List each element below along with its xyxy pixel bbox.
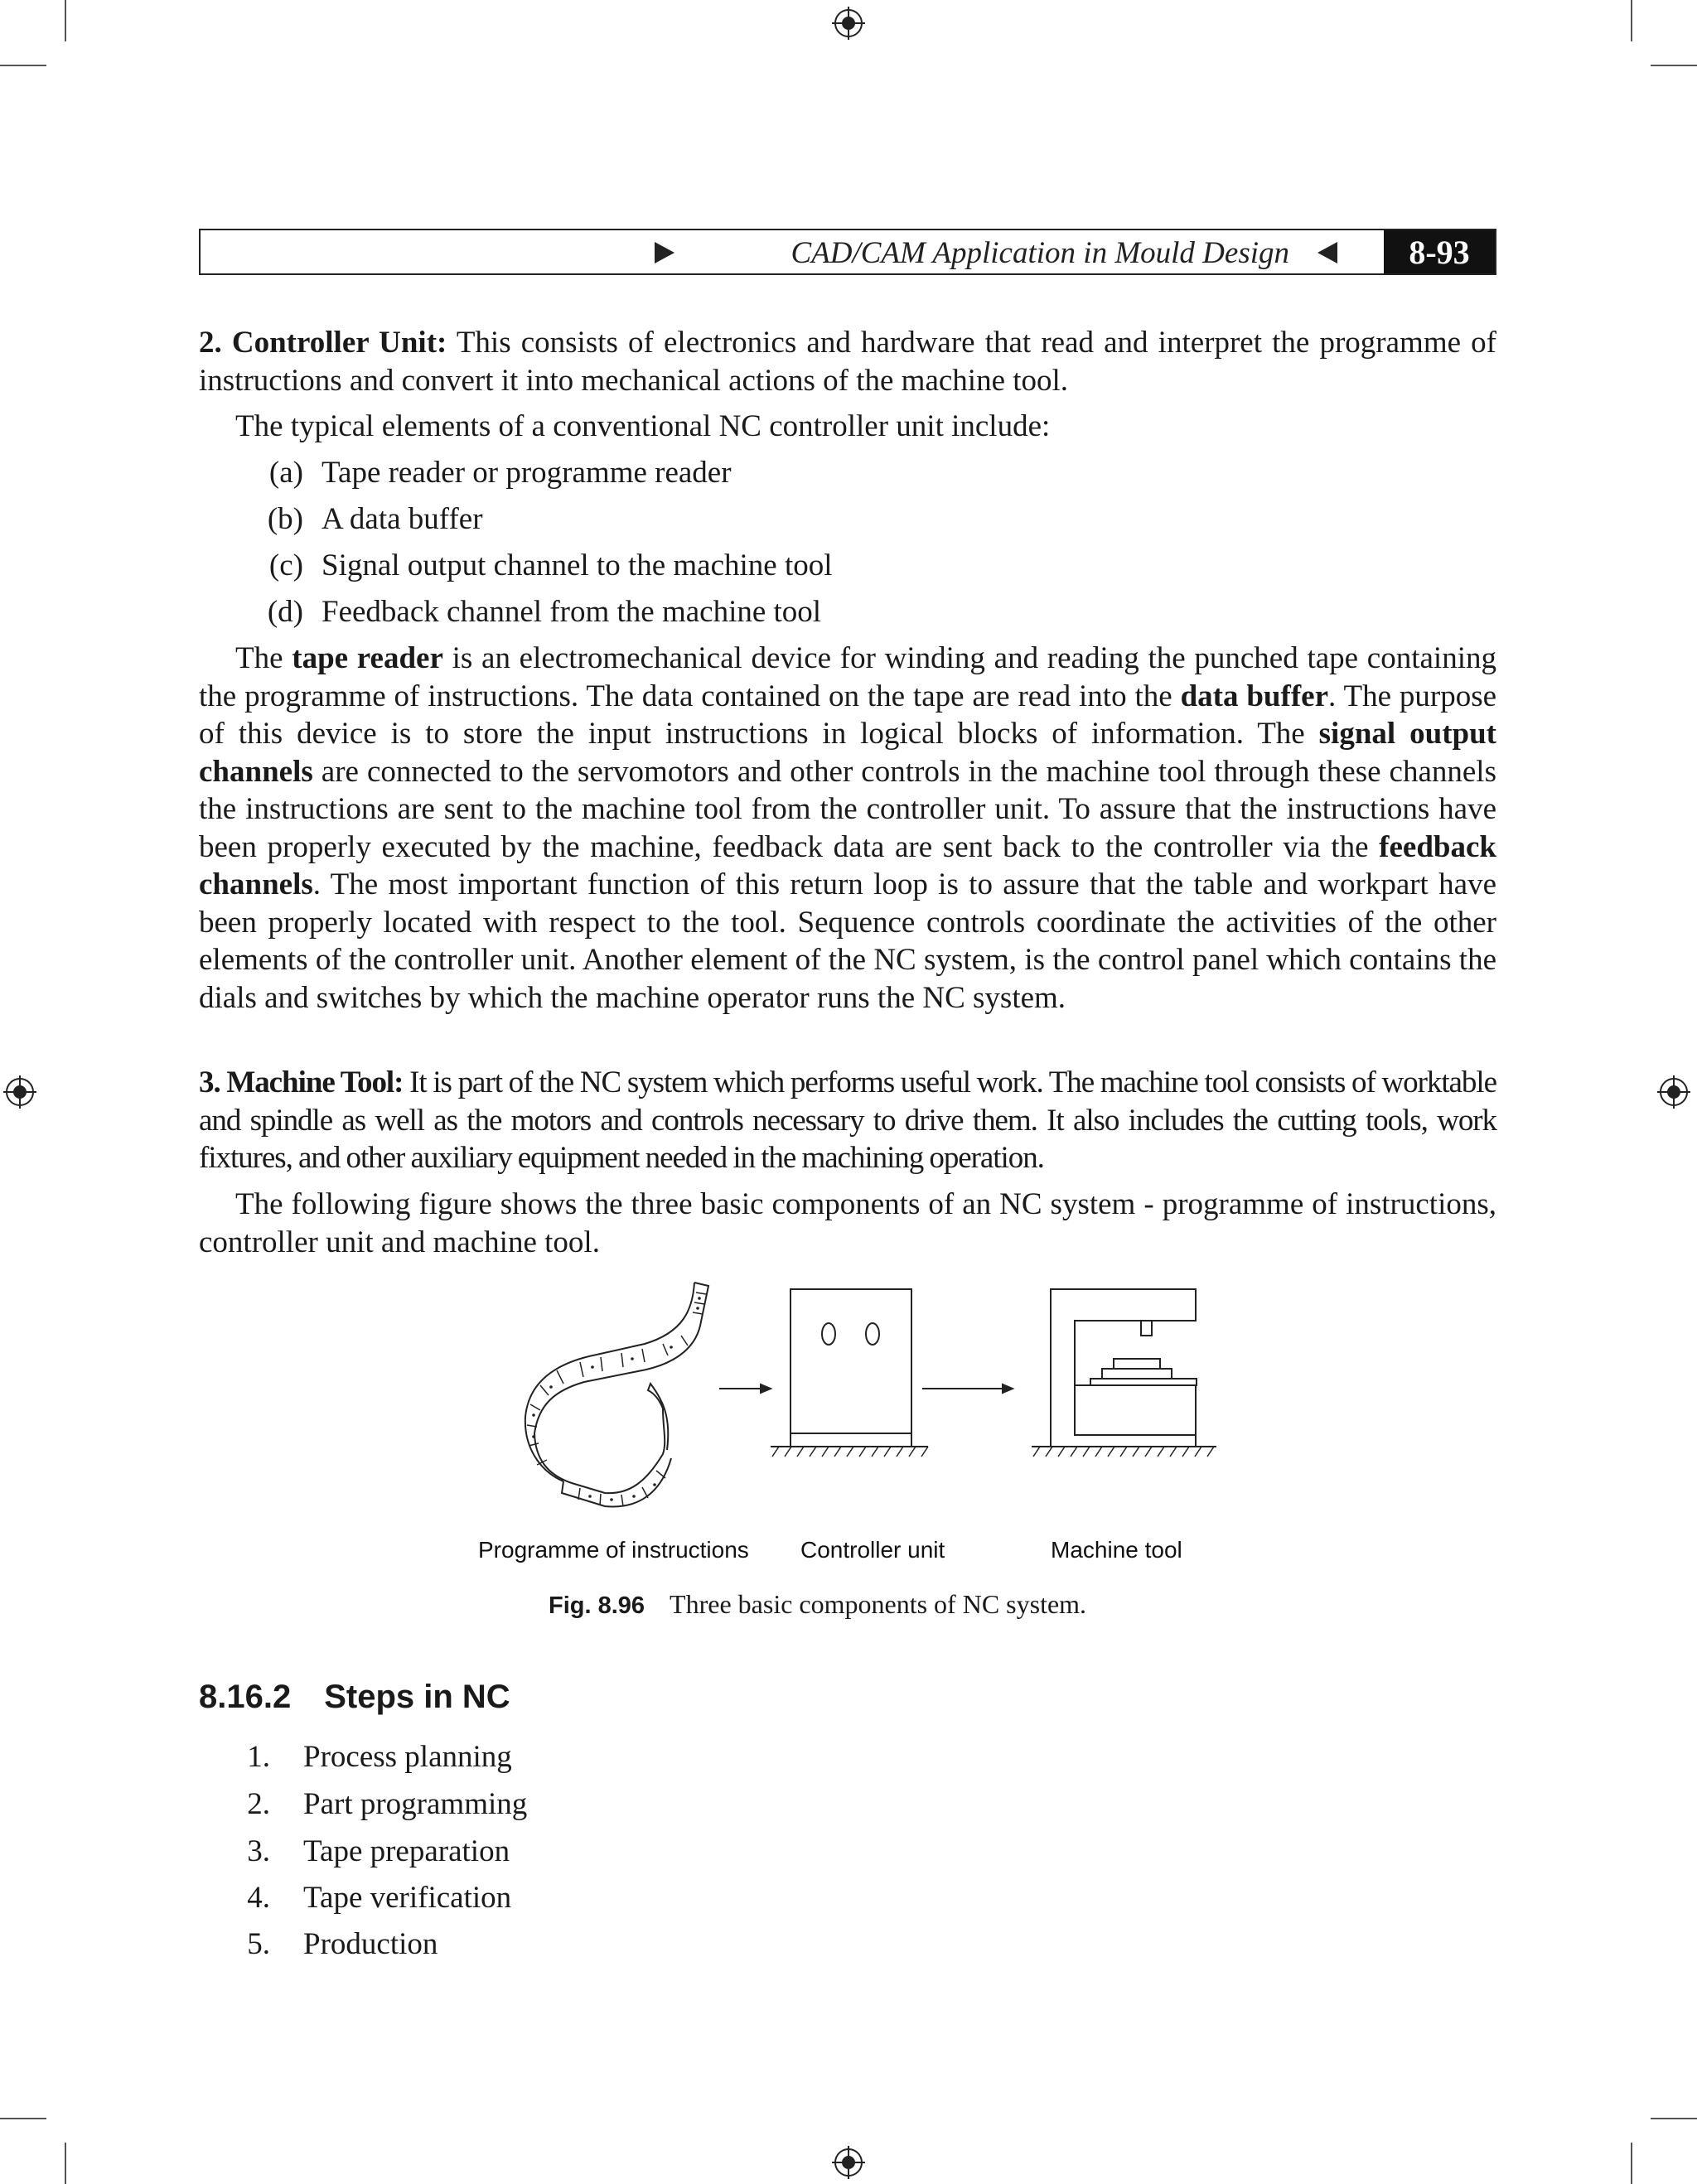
list-intro: The typical elements of a conventional NC controller unit include:	[235, 409, 1051, 443]
nc-system-figure	[497, 1276, 1226, 1524]
section-number: 8.16.2	[199, 1679, 292, 1715]
step-text: Production	[303, 1927, 438, 1961]
page-number: 8-93	[1384, 230, 1495, 273]
controller-unit-heading: 2. Controller Unit:	[199, 326, 447, 360]
section-heading	[199, 1679, 510, 1716]
step-number: 3.	[247, 1834, 270, 1868]
triangle-right-icon	[655, 242, 674, 263]
section-title: Steps in NC	[324, 1679, 510, 1715]
crop-mark	[0, 2118, 46, 2119]
step-text: Part programming	[303, 1787, 528, 1821]
machine-tool-paragraph	[199, 1064, 1496, 1177]
para-text: . The most important function of this return loop is to assure that the table and workpart have been properly located with respect to the tool. Sequence controls coordinate the activities of the other elements of the controller unit. Another element of the NC system, is the control panel which contains the dials and switches by which the machine operator runs the NC system.	[199, 867, 1496, 1015]
list-item-text: A data buffer	[322, 502, 483, 536]
figure-intro: The following figure shows the three basic components of an NC system - programme of instructions, controller unit and machine tool.	[199, 1187, 1496, 1259]
controller-unit-intro: This consists of electronics and hardware that read and interpret the programme of instructions and convert it into mechanical actions of the machine tool.	[199, 326, 1496, 398]
list-item	[199, 500, 483, 538]
para-text: are connected to the servomotors and other controls in the machine tool through these channels the instructions are sent to the machine tool from the controller unit. To assure that the instructions have been properly executed by the machine, feedback data are sent back to the controller via the	[199, 754, 1496, 864]
punched-tape-icon	[525, 1283, 708, 1507]
list-item	[199, 454, 732, 491]
registration-mark-icon	[832, 2146, 865, 2179]
step-number: 1.	[247, 1740, 270, 1774]
triangle-left-icon	[1317, 242, 1337, 263]
list-item-label: (c)	[268, 548, 303, 582]
step-text: Tape preparation	[303, 1834, 510, 1868]
step-number: 4.	[247, 1881, 270, 1915]
figure-caption	[549, 1589, 1086, 1620]
list-item	[199, 593, 821, 631]
tape-reader-paragraph	[199, 640, 1496, 1017]
machine-tool-heading: 3. Machine Tool:	[199, 1065, 404, 1099]
term-tape-reader: tape reader	[292, 641, 443, 675]
list-item	[199, 547, 833, 584]
figure-label-machine-tool: Machine tool	[1051, 1537, 1182, 1563]
list-item-text: Feedback channel from the machine tool	[322, 595, 822, 629]
arrow-icon	[922, 1384, 1013, 1393]
machine-tool-icon	[1032, 1289, 1216, 1457]
step-text: Process planning	[303, 1740, 512, 1774]
crop-mark	[1651, 65, 1697, 66]
figure-caption-text: Three basic components of NC system.	[670, 1589, 1087, 1619]
registration-mark-icon	[1657, 1075, 1690, 1109]
crop-mark	[65, 2143, 66, 2184]
step-number: 2.	[247, 1787, 270, 1821]
controller-unit-paragraph	[199, 324, 1496, 399]
step-text: Tape verification	[303, 1881, 512, 1915]
list-item	[199, 1833, 510, 1870]
list-item-label: (b)	[267, 502, 303, 536]
crop-mark	[1631, 2143, 1632, 2184]
list-item	[199, 1785, 527, 1823]
figure-label-controller: Controller unit	[800, 1537, 945, 1563]
figure-label-programme: Programme of instructions	[478, 1537, 749, 1563]
term-signal-output-channels: signal output channels	[199, 717, 1496, 789]
registration-mark-icon	[832, 7, 865, 40]
machine-tool-text: It is part of the NC system which performs useful work. The machine tool consists of worktable and spindle as well as the motors and controls necessary to drive them. It also includes the cutting tools, work fixtures, and other auxiliary equipment needed in the machining operation.	[199, 1065, 1496, 1175]
list-item	[199, 1879, 511, 1916]
figure-number: Fig. 8.96	[549, 1592, 645, 1619]
registration-mark-icon	[3, 1075, 36, 1109]
term-data-buffer: data buffer	[1180, 679, 1328, 713]
crop-mark	[0, 65, 46, 66]
list-item-text: Signal output channel to the machine tool	[322, 548, 833, 582]
crop-mark	[1651, 2118, 1697, 2119]
header-title: CAD/CAM Application in Mould Design	[790, 236, 1289, 270]
list-item-label: (a)	[268, 456, 303, 490]
para-text: The	[235, 641, 293, 675]
list-item	[199, 1738, 512, 1776]
list-item-label: (d)	[267, 595, 303, 629]
arrow-icon	[719, 1384, 771, 1393]
running-header	[199, 229, 1496, 275]
term-feedback-channels: feedback channels	[199, 829, 1496, 901]
para-text: is an electromechanical device for winding and reading the punched tape containing the programme of instructions. The data contained on the tape are read into the	[199, 641, 1496, 713]
crop-mark	[65, 0, 66, 41]
list-item	[199, 1925, 438, 1963]
list-item-text: Tape reader or programme reader	[322, 456, 732, 490]
step-number: 5.	[247, 1927, 270, 1961]
controller-unit-icon	[771, 1289, 928, 1457]
para-text: . The purpose of this device is to store the input instructions in logical blocks of information. The	[199, 679, 1497, 751]
crop-mark	[1631, 0, 1632, 41]
